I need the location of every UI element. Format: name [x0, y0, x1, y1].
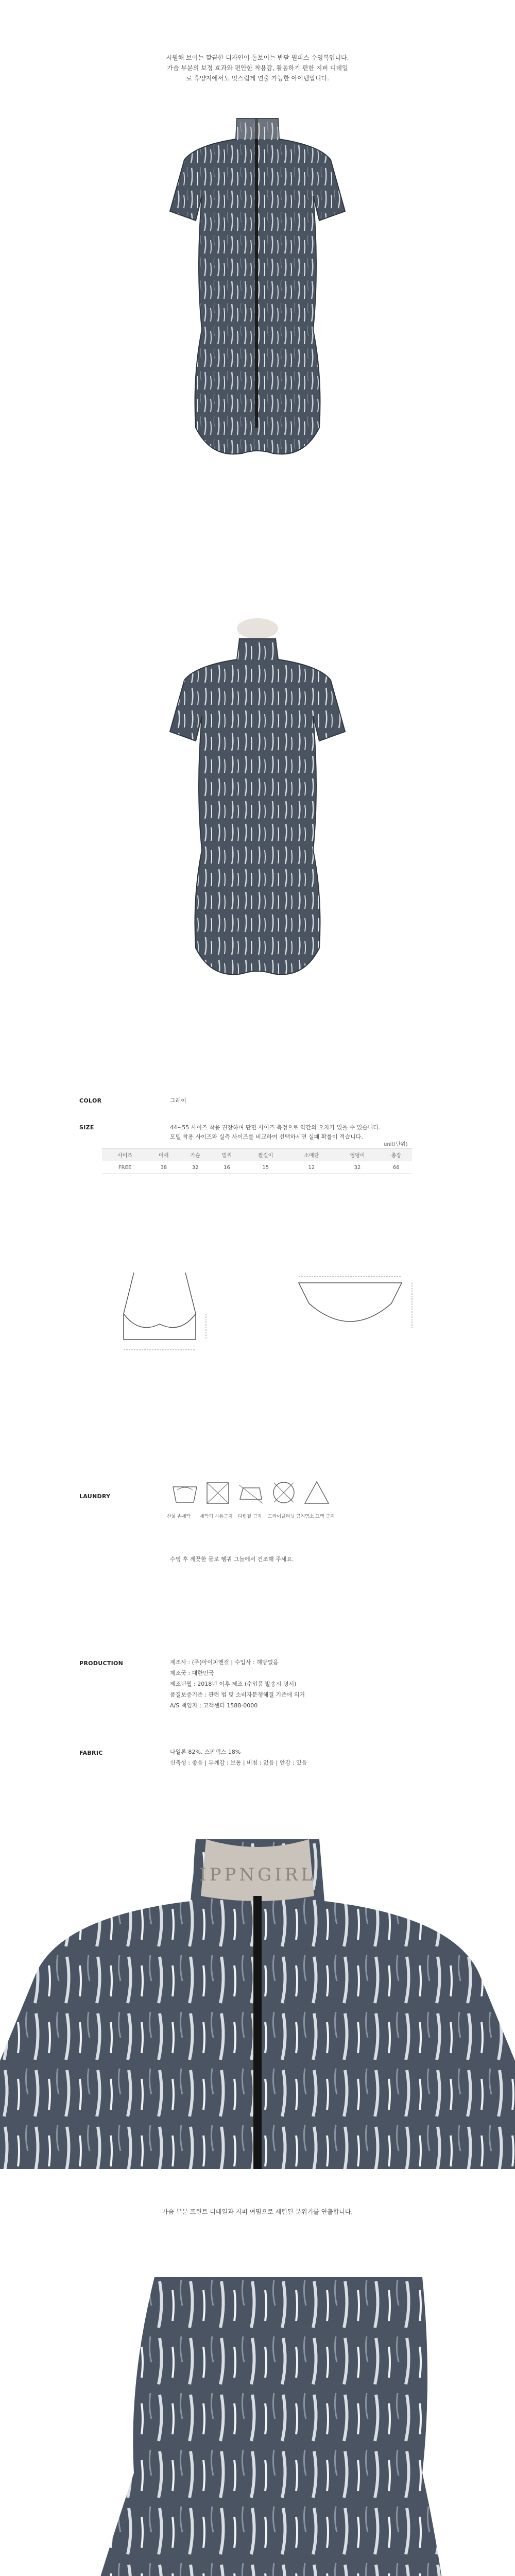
- mannequin-label: IPPNGIRL: [199, 1865, 316, 1885]
- intro-text: [0, 53, 515, 83]
- size-col-hip: 엉덩이: [334, 1148, 380, 1161]
- bottom-measure-diagram: [288, 1267, 422, 1352]
- production-row: 제조국 : 대한민국: [170, 1670, 214, 1676]
- color-label: COLOR: [79, 1097, 102, 1104]
- no-bleach-icon: [302, 1478, 332, 1507]
- size-col-sleeve: 팔길이: [243, 1148, 288, 1161]
- intro-line: 가슴 부분의 보정 효과와 편안한 착용감, 활동하기 편한 지퍼 디테일: [167, 64, 348, 72]
- intro-line: 시원해 보이는 깔끔한 디자인이 돋보이는 반팔 원피스 수영복입니다.: [166, 54, 349, 61]
- swimsuit-back-image: [0, 618, 515, 1010]
- laundry-note: 수영 후 깨끗한 물로 헹궈 그늘에서 건조해 주세요.: [170, 1556, 294, 1563]
- size-cell: 12: [288, 1161, 334, 1174]
- size-cell: 66: [381, 1161, 412, 1174]
- intro-line: 로 휴양지에서도 멋스럽게 연출 가능한 아이템입니다.: [186, 75, 329, 82]
- size-unit: unit(단위): [384, 1142, 408, 1147]
- no-dry-clean-icon: [269, 1478, 299, 1507]
- caption-1: 가슴 부분 프린트 디테일과 지퍼 여밈으로 세련된 분위기를 연출합니다.: [162, 2208, 353, 2215]
- fabric-row: 신축성 : 좋음 | 두께감 : 보통 | 비침 : 없음 | 안감 : 있음: [170, 1759, 307, 1766]
- hand-wash-icon: [170, 1478, 200, 1507]
- laundry-text: 다림질 금지: [238, 1514, 262, 1519]
- size-cell: 32: [334, 1161, 380, 1174]
- swimsuit-front-image: [0, 98, 515, 500]
- laundry-text: 세탁기 사용금지: [200, 1514, 233, 1519]
- size-col-cuff: 소매단: [288, 1148, 334, 1161]
- size-cell: 15: [243, 1161, 288, 1174]
- size-cell: 38: [148, 1161, 179, 1174]
- size-col-size: 사이즈: [102, 1148, 148, 1161]
- size-table-header: [102, 1148, 412, 1161]
- size-cell: FREE: [102, 1161, 148, 1174]
- laundry-text: 염소 표백 금지: [305, 1514, 335, 1519]
- no-machine-wash-icon: [203, 1478, 233, 1507]
- production-rows: [170, 1657, 305, 1711]
- size-note: 모델 착용 사이즈와 실측 사이즈를 비교하여 선택하시면 실패 확률이 적습니다.: [170, 1133, 363, 1140]
- laundry-text: 찬물 손세탁: [167, 1514, 191, 1519]
- production-row: 제조사 : (주)아이피앤걸 | 수입사 : 해당없음: [170, 1659, 279, 1666]
- production-label: PRODUCTION: [79, 1660, 124, 1667]
- size-col-chest: 가슴: [179, 1148, 211, 1161]
- fabric-label: FABRIC: [79, 1750, 103, 1756]
- production-row: 품질보증기준 : 관련 법 및 소비자분쟁해결 기준에 의거: [170, 1691, 305, 1698]
- color-value: 그레이: [170, 1097, 186, 1104]
- side-closeup-photo: [0, 2277, 515, 2576]
- fabric-row: 나일론 82%, 스판덱스 18%: [170, 1749, 241, 1755]
- size-note: 44~55 사이즈 착용 권장하며 단면 사이즈 측정으로 약간의 오차가 있을 수 있습니다.: [170, 1124, 381, 1131]
- chest-closeup-photo: [0, 1839, 515, 2169]
- size-cell: 32: [179, 1161, 211, 1174]
- size-notes: [170, 1123, 381, 1142]
- laundry-label: LAUNDRY: [79, 1493, 111, 1500]
- fabric-rows: [170, 1747, 307, 1768]
- size-col-length: 총장: [381, 1148, 412, 1161]
- size-cell: 16: [211, 1161, 243, 1174]
- table-row: [102, 1161, 412, 1174]
- size-label: SIZE: [79, 1124, 94, 1131]
- no-iron-icon: [236, 1478, 266, 1507]
- top-measure-diagram: [103, 1257, 221, 1362]
- size-col-rise: 밑위: [211, 1148, 243, 1161]
- production-row: 제조년월 : 2018년 이후 제조 (수입품 발송시 명시): [170, 1681, 297, 1687]
- size-table: [102, 1148, 412, 1174]
- production-row: A/S 책임자 : 고객센터 1588-0000: [170, 1702, 258, 1709]
- size-col-shoulder: 어깨: [148, 1148, 179, 1161]
- laundry-text: 드라이클리닝 금지: [268, 1514, 305, 1519]
